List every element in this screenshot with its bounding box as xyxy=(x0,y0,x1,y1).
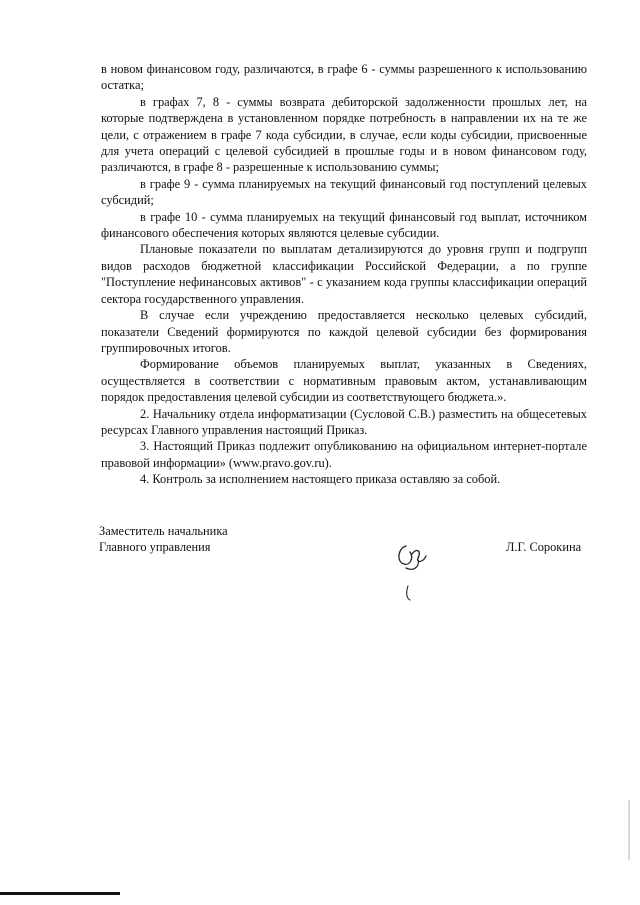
paragraph-6: В случае если учреждению предоставляется несколько целевых субсидий, показатели Сведений формируются по каждой целевой субсидии без формирования группировочных итогов. xyxy=(101,308,587,355)
signatory-title-line2: Главного управления xyxy=(99,540,211,554)
paragraph-1: в новом финансовом году, различаются, в графе 6 - суммы разрешенного к использованию остатка; xyxy=(101,62,587,93)
paragraph-8: 2. Начальнику отдела информатизации (Сусловой С.В.) разместить на общесетевых ресурсах Главного управления настоящий Приказ. xyxy=(101,406,587,437)
handwritten-signature xyxy=(392,536,432,606)
footer-rule xyxy=(0,892,120,895)
paragraph-2: в графах 7, 8 - суммы возврата дебиторской задолженности прошлых лет, на которые подтверждена в установленном порядке потребность в направлении их на те же цели, с отражением в графе 7 кода субсидии, в случае, если коды субсидии, присвоенные для учета операций с целевой субсидией в прошлые годы и в новом финансовом году, различаются, в графе 8 - разрешенные к использованию суммы; xyxy=(101,94,587,175)
paragraph-9: 3. Настоящий Приказ подлежит опубликованию на официальном интернет-портале правовой информации» (www.pravo.gov.ru). xyxy=(101,439,587,470)
scan-edge-mark xyxy=(628,800,630,860)
document-body xyxy=(101,61,587,488)
paragraph-3: в графе 9 - сумма планируемых на текущий финансовый год поступлений целевых субсидий; xyxy=(101,176,587,208)
signatory-title-line1: Заместитель начальника xyxy=(99,524,228,538)
paragraph-10: 4. Контроль за исполнением настоящего приказа оставляю за собой. xyxy=(140,472,501,487)
paragraph-7: Формирование объемов планируемых выплат, указанных в Сведениях, осуществляется в соответствии с нормативным правовым актом, устанавливающим порядок предоставления целевой субсидии из соответствующего бюджета.». xyxy=(101,357,587,405)
paragraph-5: Плановые показатели по выплатам детализируются до уровня групп и подгрупп видов расходов бюджетной классификации Российской Федерации, а по группе "Поступление нефинансовых активов" - с указанием кода группы классификации операций сектора государственного управления. xyxy=(101,242,587,306)
signatory-title xyxy=(99,523,228,555)
signatory-name: Л.Г. Сорокина xyxy=(506,540,582,554)
paragraph-4: в графе 10 - сумма планируемых на текущий финансовый год выплат, источником финансового обеспечения которых являются целевые субсидии. xyxy=(101,209,587,241)
